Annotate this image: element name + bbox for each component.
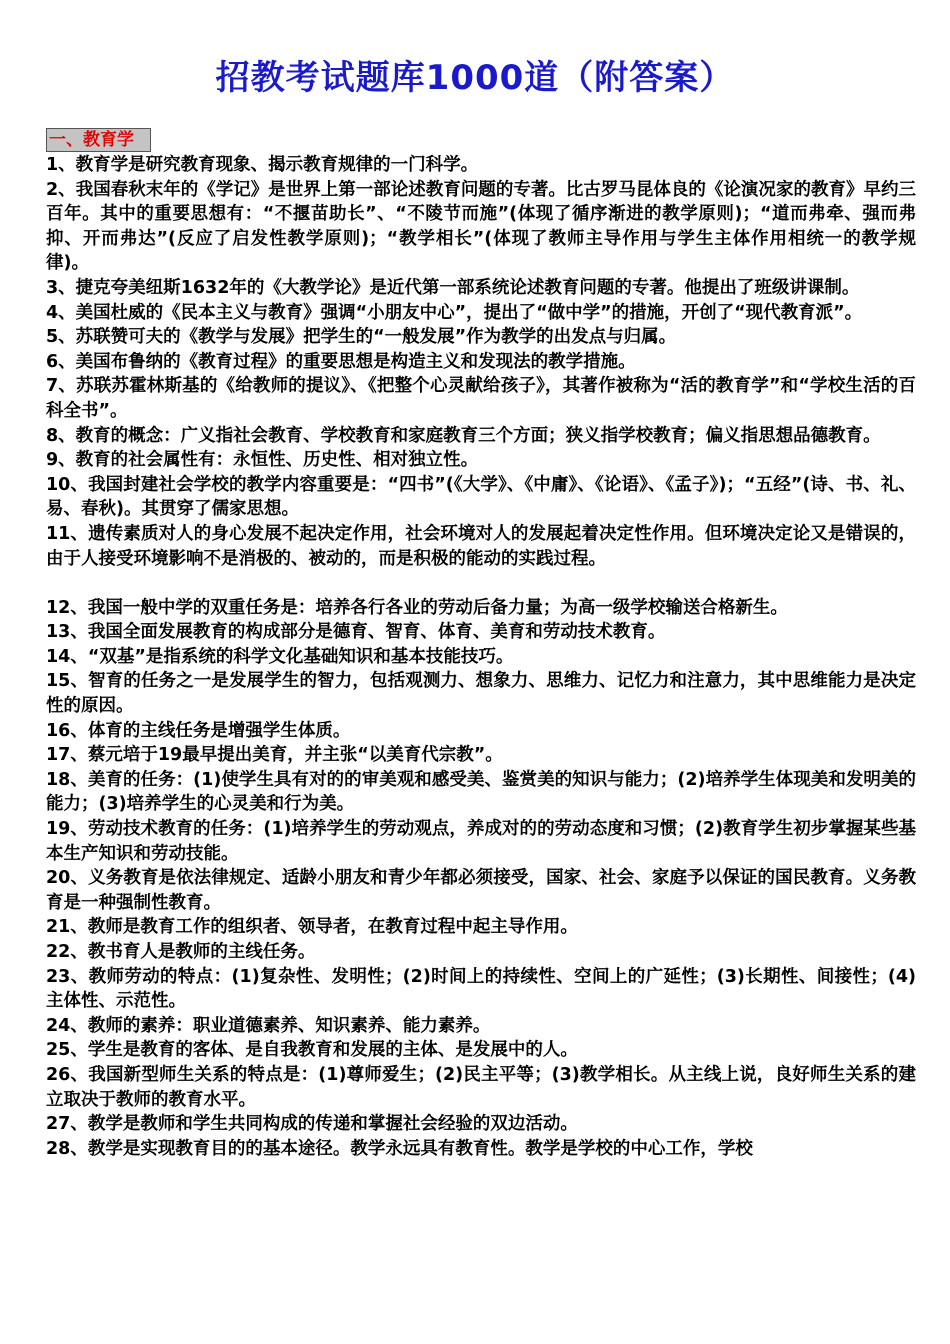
list-item: 5、苏联赞可夫的《教学与发展》把学生的“一般发展”作为教学的出发点与归属。 — [46, 327, 677, 348]
document-body — [46, 153, 916, 1161]
list-item: 26、我国新型师生关系的特点是：(1)尊师爱生；(2)民主平等；(3)教学相长。从主线上说，良好师生关系的建立取决于教师的教育水平。 — [46, 1064, 916, 1110]
list-item: 24、教师的素养：职业道德素养、知识素养、能力素养。 — [46, 1015, 491, 1036]
list-item: 28、教学是实现教育目的的基本途径。教学永远具有教育性。教学是学校的中心工作，学校 — [46, 1138, 753, 1159]
list-item: 17、蔡元培于19最早提出美育，并主张“以美育代宗教”。 — [46, 745, 503, 766]
page-title: 招教考试题库1000道（附答案） — [215, 58, 735, 98]
list-item: 8、教育的概念：广义指社会教育、学校教育和家庭教育三个方面；狭义指学校教育；偏义指思想品德教育。 — [46, 425, 881, 446]
list-item: 15、智育的任务之一是发展学生的智力，包括观测力、想象力、思维力、记忆力和注意力，其中思维能力是决定性的原因。 — [46, 671, 916, 717]
list-item: 18、美育的任务：(1)使学生具有对的的审美观和感受美、鉴赏美的知识与能力；(2)培养学生体现美和发明美的能力；(3)培养学生的心灵美和行为美。 — [46, 769, 916, 815]
list-item: 6、美国布鲁纳的《教育过程》的重要思想是构造主义和发现法的教学措施。 — [46, 351, 636, 372]
list-item: 14、“双基”是指系统的科学文化基础知识和基本技能技巧。 — [46, 646, 514, 667]
list-item: 2、我国春秋末年的《学记》是世界上第一部论述教育问题的专著。比古罗马昆体良的《论演况家的教育》早约三百年。其中的重要思想有：“不揠苗助长”、“不陵节而施”(体现了循序渐进的教学原则)；“道而弗牵、强而弗抑、开而弗达”(反应了启发性教学原则)；“教学相长”(体现了教师主导作用与学生主体作用相统一的教学规律)。 — [46, 179, 916, 274]
list-item: 7、苏联苏霍林斯基的《给教师的提议》、《把整个心灵献给孩子》，其著作被称为“活的教育学”和“学校生活的百科全书”。 — [46, 376, 916, 421]
list-item: 23、教师劳动的特点：(1)复杂性、发明性；(2)时间上的持续性、空间上的广延性；(3)长期性、间接性；(4)主体性、示范性。 — [46, 966, 916, 1012]
list-item: 12、我国一般中学的双重任务是：培养各行各业的劳动后备力量；为高一级学校输送合格新生。 — [46, 597, 788, 618]
list-item: 9、教育的社会属性有：永恒性、历史性、相对独立性。 — [46, 450, 479, 471]
list-item: 13、我国全面发展教育的构成部分是德育、智育、体育、美育和劳动技术教育。 — [46, 622, 666, 643]
list-item: 11、遗传素质对人的身心发展不起决定作用，社会环境对人的发展起着决定性作用。但环境决定论又是错误的，由于人接受环境影响不是消极的、被动的，而是积极的能动的实践过程。 — [46, 523, 916, 569]
list-item: 19、劳动技术教育的任务：(1)培养学生的劳动观点，养成对的的劳动态度和习惯；(2)教育学生初步掌握某些基本生产知识和劳动技能。 — [46, 819, 916, 864]
list-item: 10、我国封建社会学校的教学内容重要是：“四书”(《大学》、《中庸》、《论语》、《孟子》)；“五经”(诗、书、礼、易、春秋)。其贯穿了儒家思想。 — [46, 474, 916, 520]
list-item: 20、义务教育是依法律规定、适龄小朋友和青少年都必须接受，国家、社会、家庭予以保证的国民教育。义务教育是一种强制性教育。 — [46, 868, 916, 913]
list-item: 21、教师是教育工作的组织者、领导者，在教育过程中起主导作用。 — [46, 917, 578, 938]
list-item: 27、教学是教师和学生共同构成的传递和掌握社会经验的双边活动。 — [46, 1114, 578, 1135]
list-item: 1、教育学是研究教育现象、揭示教育规律的一门科学。 — [46, 155, 479, 175]
list-item: 3、捷克夸美纽斯1632年的《大教学论》是近代第一部系统论述教育问题的专著。他提出了班级讲课制。 — [46, 277, 860, 298]
list-item: 4、美国杜威的《民本主义与教育》强调“小朋友中心”，提出了“做中学”的措施，开创了“现代教育派”。 — [46, 302, 863, 323]
list-item: 25、学生是教育的客体、是自我教育和发展的主体、是发展中的人。 — [46, 1040, 578, 1061]
list-item: 22、教书育人是教师的主线任务。 — [46, 942, 316, 962]
list-item: 16、体育的主线任务是增强学生体质。 — [46, 720, 351, 741]
section-heading: 一、教育学 — [46, 128, 151, 152]
